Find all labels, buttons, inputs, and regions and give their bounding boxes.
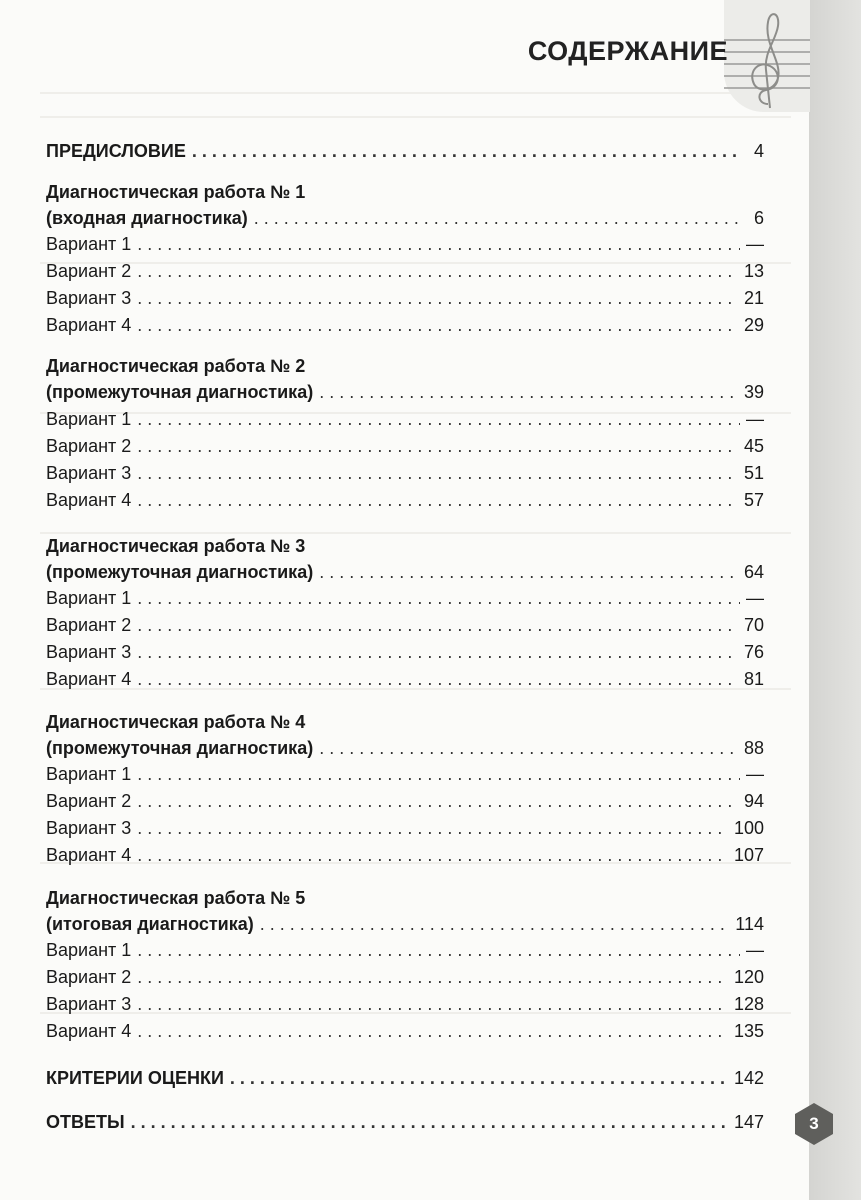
dot-leader bbox=[137, 488, 738, 512]
toc-variant-row[interactable] bbox=[46, 407, 764, 431]
toc-page-number: 120 bbox=[733, 967, 764, 987]
page-number: 3 bbox=[809, 1114, 819, 1133]
dot-leader bbox=[137, 313, 738, 337]
toc-variant-row[interactable] bbox=[46, 843, 764, 867]
toc-page-number: 39 bbox=[743, 382, 764, 402]
toc-work-1-title: Диагностическая работа № 1 bbox=[46, 182, 306, 202]
dot-leader bbox=[137, 1019, 728, 1043]
dot-leader bbox=[137, 434, 738, 458]
toc-variant-label: Вариант 3 bbox=[46, 642, 132, 662]
toc-page-number: 114 bbox=[735, 914, 764, 934]
dot-leader bbox=[254, 206, 740, 230]
dot-leader bbox=[137, 816, 728, 840]
toc-work-3-title: Диагностическая работа № 3 bbox=[46, 536, 306, 556]
dot-leader bbox=[319, 736, 738, 760]
toc-variant-row[interactable] bbox=[46, 789, 764, 813]
toc-variant-row[interactable] bbox=[46, 965, 764, 989]
toc-work-5-title: Диагностическая работа № 5 bbox=[46, 888, 306, 908]
toc-criteria[interactable] bbox=[46, 1066, 764, 1090]
toc-page-number: 135 bbox=[733, 1021, 764, 1041]
toc-variant-label: Вариант 3 bbox=[46, 818, 132, 838]
toc-page-number: 70 bbox=[743, 615, 764, 635]
dot-leader bbox=[137, 965, 728, 989]
toc-variant-row[interactable] bbox=[46, 313, 764, 337]
dot-leader bbox=[137, 586, 740, 610]
toc-variant-label: Вариант 1 bbox=[46, 940, 132, 960]
toc-page-number: 107 bbox=[733, 845, 764, 865]
toc-page-number: 142 bbox=[733, 1068, 764, 1088]
toc-variant-label: Вариант 4 bbox=[46, 669, 132, 689]
toc-page-number: 29 bbox=[743, 315, 764, 335]
dot-leader bbox=[230, 1066, 728, 1090]
toc-page-number: 21 bbox=[743, 288, 764, 308]
dot-leader bbox=[319, 380, 738, 404]
toc-work-3[interactable] bbox=[46, 560, 764, 584]
dot-leader bbox=[137, 613, 738, 637]
toc-page-number: 100 bbox=[733, 818, 764, 838]
toc-variant-label: Вариант 2 bbox=[46, 791, 132, 811]
dot-leader bbox=[137, 232, 740, 256]
toc-work-subtitle: (промежуточная диагностика) bbox=[46, 562, 314, 582]
toc-variant-label: Вариант 2 bbox=[46, 436, 132, 456]
toc-variant-row[interactable] bbox=[46, 488, 764, 512]
toc-work-subtitle: (входная диагностика) bbox=[46, 208, 248, 228]
toc-variant-label: Вариант 3 bbox=[46, 463, 132, 483]
dot-leader bbox=[137, 259, 738, 283]
toc-page-number: 51 bbox=[743, 463, 764, 483]
toc-entry-label: КРИТЕРИИ ОЦЕНКИ bbox=[46, 1068, 224, 1088]
toc-page-number: 128 bbox=[733, 994, 764, 1014]
toc-variant-row[interactable] bbox=[46, 762, 764, 786]
toc-variant-row[interactable] bbox=[46, 232, 764, 256]
toc-variant-label: Вариант 3 bbox=[46, 288, 132, 308]
toc-variant-row[interactable] bbox=[46, 461, 764, 485]
dot-leader bbox=[131, 1110, 728, 1134]
toc-work-subtitle: (промежуточная диагностика) bbox=[46, 738, 314, 758]
dot-leader bbox=[137, 461, 738, 485]
toc-answers[interactable] bbox=[46, 1110, 764, 1134]
page-number-badge bbox=[792, 1102, 836, 1146]
toc-variant-row[interactable] bbox=[46, 1019, 764, 1043]
dot-leader bbox=[137, 992, 728, 1016]
toc-variant-row[interactable] bbox=[46, 259, 764, 283]
toc-variant-row[interactable] bbox=[46, 640, 764, 664]
toc-variant-label: Вариант 2 bbox=[46, 261, 132, 281]
toc-variant-label: Вариант 4 bbox=[46, 845, 132, 865]
dot-leader bbox=[137, 640, 738, 664]
toc-page-number: 81 bbox=[743, 669, 764, 689]
dot-leader bbox=[137, 407, 740, 431]
dot-leader bbox=[137, 762, 740, 786]
toc-page-number: — bbox=[746, 764, 764, 784]
toc-variant-row[interactable] bbox=[46, 992, 764, 1016]
dot-leader bbox=[319, 560, 738, 584]
toc-page-number: 64 bbox=[743, 562, 764, 582]
toc-work-4[interactable] bbox=[46, 736, 764, 760]
toc-work-1[interactable] bbox=[46, 206, 764, 230]
toc-page-number: — bbox=[746, 234, 764, 254]
toc-variant-label: Вариант 2 bbox=[46, 615, 132, 635]
toc-variant-row[interactable] bbox=[46, 613, 764, 637]
toc-variant-label: Вариант 2 bbox=[46, 967, 132, 987]
toc-page-number: 13 bbox=[743, 261, 764, 281]
toc-work-subtitle: (итоговая диагностика) bbox=[46, 914, 254, 934]
toc-variant-row[interactable] bbox=[46, 938, 764, 962]
treble-clef-decoration bbox=[724, 0, 810, 112]
toc-variant-row[interactable] bbox=[46, 816, 764, 840]
dot-leader bbox=[137, 938, 740, 962]
dot-leader bbox=[137, 843, 728, 867]
toc-variant-label: Вариант 4 bbox=[46, 490, 132, 510]
toc-page-number: 147 bbox=[733, 1112, 764, 1132]
toc-variant-row[interactable] bbox=[46, 667, 764, 691]
toc-page-number: 45 bbox=[743, 436, 764, 456]
toc-page-number: 6 bbox=[753, 208, 764, 228]
toc-variant-label: Вариант 4 bbox=[46, 315, 132, 335]
dot-leader bbox=[137, 286, 738, 310]
toc-page-number: — bbox=[746, 940, 764, 960]
toc-entry-label: ОТВЕТЫ bbox=[46, 1112, 125, 1132]
toc-work-2[interactable] bbox=[46, 380, 764, 404]
page-title: СОДЕРЖАНИЕ bbox=[527, 36, 728, 66]
toc-work-subtitle: (промежуточная диагностика) bbox=[46, 382, 314, 402]
toc-page-number: 57 bbox=[743, 490, 764, 510]
toc-variant-row[interactable] bbox=[46, 586, 764, 610]
toc-variant-label: Вариант 1 bbox=[46, 764, 132, 784]
dot-leader bbox=[137, 667, 738, 691]
toc-work-5[interactable] bbox=[46, 912, 764, 936]
toc-preface[interactable] bbox=[46, 139, 764, 163]
toc-variant-row[interactable] bbox=[46, 434, 764, 458]
dot-leader bbox=[260, 912, 730, 936]
toc-variant-label: Вариант 1 bbox=[46, 588, 132, 608]
toc-page-number: — bbox=[746, 588, 764, 608]
toc-variant-label: Вариант 3 bbox=[46, 994, 132, 1014]
page-edge-band bbox=[809, 0, 861, 1200]
toc-variant-label: Вариант 1 bbox=[46, 234, 132, 254]
toc-entry-label: ПРЕДИСЛОВИЕ bbox=[46, 141, 186, 161]
toc-page-number: 4 bbox=[753, 141, 764, 161]
toc-page-number: 76 bbox=[743, 642, 764, 662]
dot-leader bbox=[137, 789, 738, 813]
toc-page-number: 94 bbox=[743, 791, 764, 811]
toc-variant-row[interactable] bbox=[46, 286, 764, 310]
toc-variant-label: Вариант 4 bbox=[46, 1021, 132, 1041]
toc-page-number: 88 bbox=[743, 738, 764, 758]
toc-variant-label: Вариант 1 bbox=[46, 409, 132, 429]
toc-work-4-title: Диагностическая работа № 4 bbox=[46, 712, 306, 732]
toc-page-number: — bbox=[746, 409, 764, 429]
dot-leader bbox=[192, 139, 740, 163]
toc-work-2-title: Диагностическая работа № 2 bbox=[46, 356, 306, 376]
